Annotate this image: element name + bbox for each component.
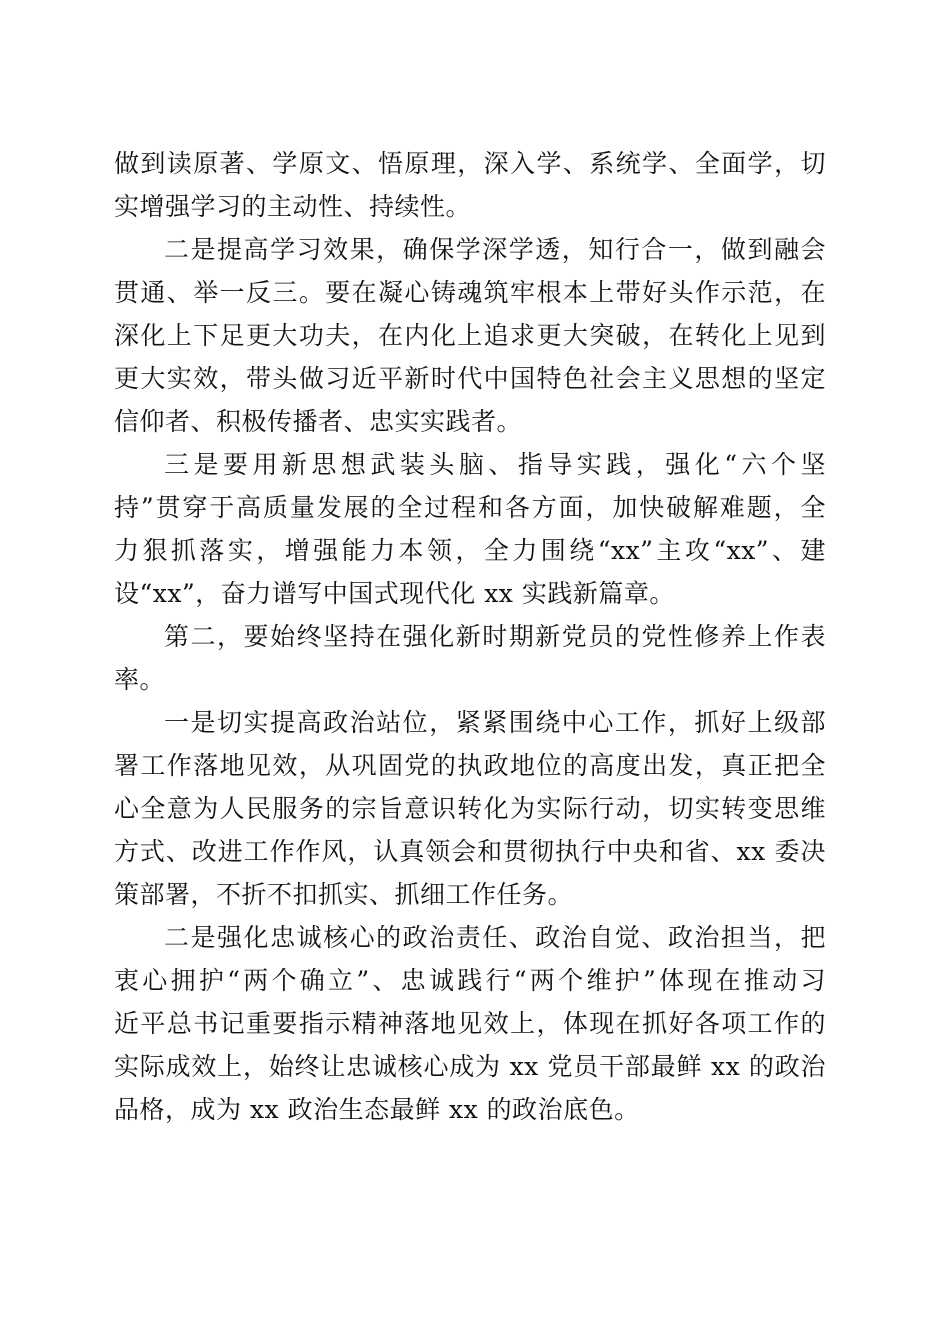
text-line: 贯通、举一反三。要在凝心铸魂筑牢根本上带好头作示范，在 xyxy=(114,278,826,307)
text-line: 二是强化忠诚核心的政治责任、政治自觉、政治担当，把 xyxy=(164,923,826,952)
text-line: 策部署，不折不扣抓实、抓细工作任务。 xyxy=(114,880,574,909)
document-body xyxy=(114,142,826,1131)
paragraph-new-thought xyxy=(114,443,826,615)
text-line: 更大实效，带头做习近平新时代中国特色社会主义思想的坚定 xyxy=(114,364,826,393)
text-line: 实际成效上，始终让忠诚核心成为 xx 党员干部最鲜 xx 的政治 xyxy=(114,1052,826,1081)
paragraph-section-two-heading xyxy=(114,615,826,701)
text-line: 信仰者、积极传播者、忠实实践者。 xyxy=(114,407,523,436)
paragraph-political-stance xyxy=(114,701,826,916)
text-line: 实增强学习的主动性、持续性。 xyxy=(114,192,472,221)
text-line: 心全意为人民服务的宗旨意识转化为实际行动，切实转变思维 xyxy=(114,794,826,823)
text-line: 衷心拥护“两个确立”、忠诚践行“两个维护”体现在推动习 xyxy=(114,966,826,995)
paragraph-study-effect xyxy=(114,228,826,443)
text-line: 做到读原著、学原文、悟原理，深入学、系统学、全面学，切 xyxy=(114,149,826,178)
text-line: 持”贯穿于高质量发展的全过程和各方面，加快破解难题，全 xyxy=(114,493,826,522)
text-line: 力狠抓落实，增强能力本领，全力围绕“xx”主攻“xx”、建 xyxy=(114,536,826,565)
text-line: 设“xx”，奋力谱写中国式现代化 xx 实践新篇章。 xyxy=(114,579,675,608)
text-line: 方式、改进工作作风，认真领会和贯彻执行中央和省、xx 委决 xyxy=(114,837,826,866)
paragraph-study-continuity xyxy=(114,142,826,228)
text-line: 三是要用新思想武装头脑、指导实践，强化“六个坚 xyxy=(164,450,826,479)
paragraph-loyalty xyxy=(114,916,826,1131)
text-line: 一是切实提高政治站位，紧紧围绕中心工作，抓好上级部 xyxy=(164,708,826,737)
text-line: 二是提高学习效果，确保学深学透，知行合一，做到融会 xyxy=(164,235,826,264)
text-line: 品格，成为 xx 政治生态最鲜 xx 的政治底色。 xyxy=(114,1095,640,1124)
text-line: 近平总书记重要指示精神落地见效上，体现在抓好各项工作的 xyxy=(114,1009,826,1038)
text-line: 深化上下足更大功夫，在内化上追求更大突破，在转化上见到 xyxy=(114,321,826,350)
text-line: 第二，要始终坚持在强化新时期新党员的党性修养上作表 xyxy=(164,622,826,651)
text-line: 署工作落地见效，从巩固党的执政地位的高度出发，真正把全 xyxy=(114,751,826,780)
text-line: 率。 xyxy=(114,665,166,694)
